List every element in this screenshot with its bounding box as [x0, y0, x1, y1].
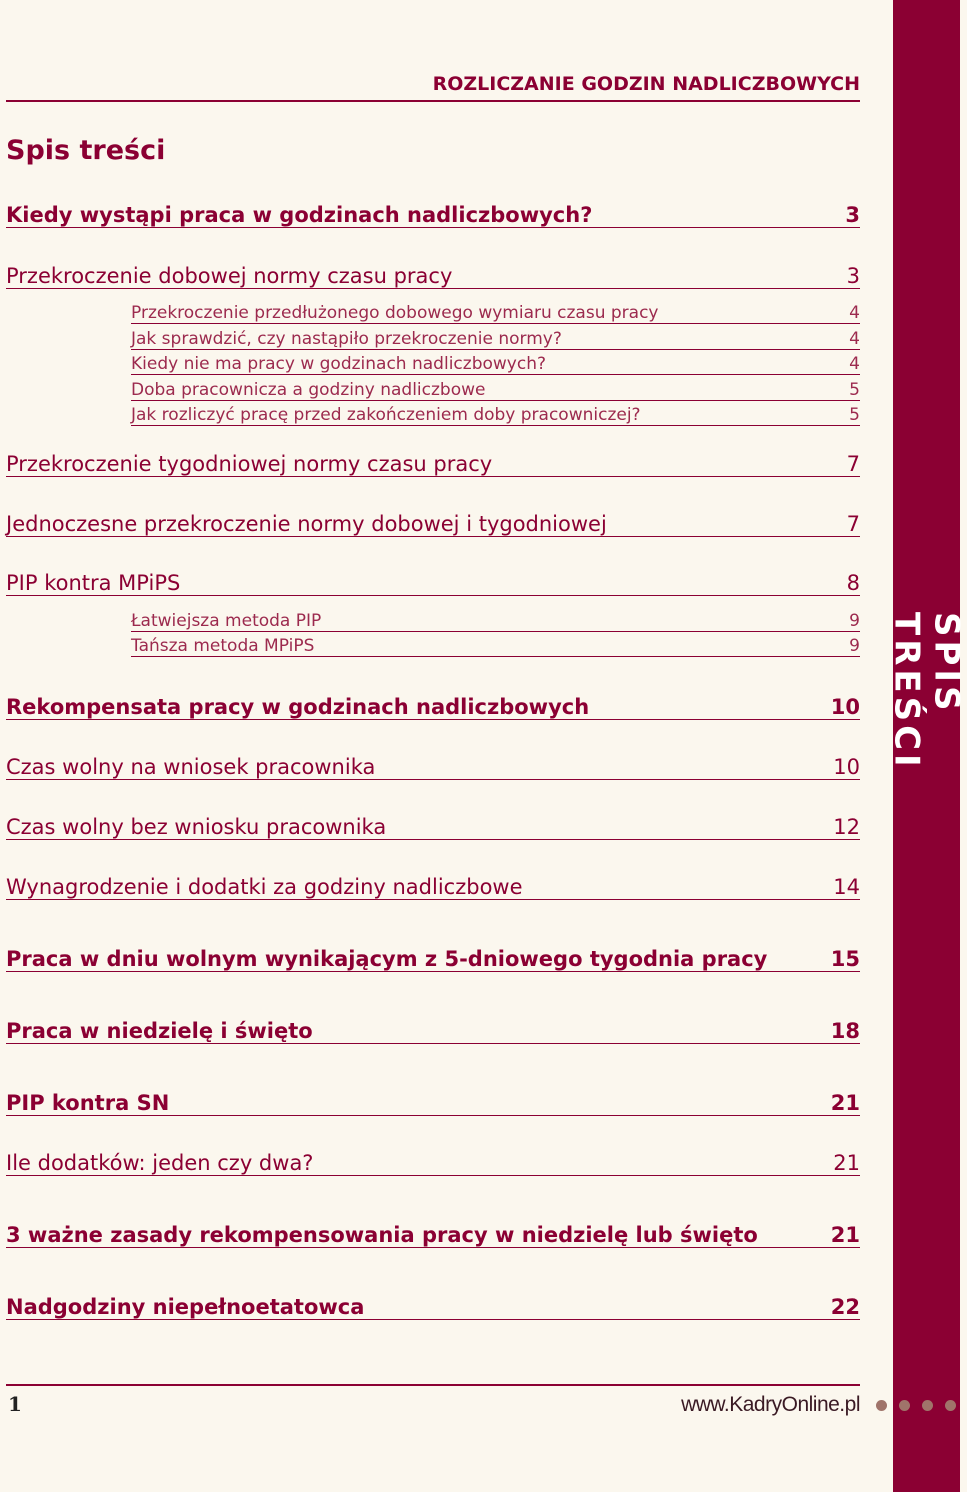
toc-entry[interactable] [6, 1152, 860, 1176]
toc-entry-page: 10 [833, 755, 860, 779]
toc-entry-title: Czas wolny na wniosek pracownika [6, 755, 376, 779]
toc-subentry[interactable] [131, 330, 860, 350]
toc-entry-title: Tańsza metoda MPiPS [131, 636, 315, 656]
toc-entry-title: Przekroczenie dobowej normy czasu pracy [6, 264, 453, 288]
toc-entry-page: 3 [846, 264, 860, 288]
page-number: 1 [8, 1392, 22, 1416]
toc-entry[interactable] [6, 453, 860, 477]
toc-entry[interactable] [6, 265, 860, 289]
toc-entry[interactable] [6, 204, 860, 228]
toc-entry-title: Kiedy nie ma pracy w godzinach nadliczbowych? [131, 354, 546, 374]
toc-entry-page: 18 [830, 1019, 860, 1043]
toc-entry-page: 7 [846, 452, 860, 476]
sidebar-title: SPIS TREŚCI [886, 612, 967, 771]
toc-entry-page: 12 [833, 815, 860, 839]
footer-divider [6, 1384, 860, 1386]
toc-subentry[interactable] [131, 406, 860, 426]
toc-entry-title: Jak rozliczyć pracę przed zakończeniem doby pracowniczej? [131, 405, 641, 425]
toc-entry-page: 7 [846, 512, 860, 536]
toc-entry[interactable] [6, 1092, 860, 1116]
website-link[interactable]: www.KadryOnline.pl [681, 1393, 860, 1416]
toc-entry[interactable] [6, 816, 860, 840]
toc-title: Spis treści [6, 135, 166, 166]
toc-entry[interactable] [6, 696, 860, 720]
toc-entry[interactable] [6, 572, 860, 596]
toc-entry-page: 8 [846, 571, 860, 595]
toc-entry[interactable] [6, 1020, 860, 1044]
toc-entry-title: Przekroczenie tygodniowej normy czasu pracy [6, 452, 493, 476]
toc-entry[interactable] [6, 756, 860, 780]
toc-subentry[interactable] [131, 381, 860, 401]
toc-entry-title: PIP kontra MPiPS [6, 571, 181, 595]
toc-entry-title: Praca w niedzielę i święto [6, 1019, 313, 1043]
toc-entry-title: Czas wolny bez wniosku pracownika [6, 815, 387, 839]
document-header: ROZLICZANIE GODZIN NADLICZBOWYCH [6, 73, 860, 102]
toc-subentry[interactable] [131, 637, 860, 657]
toc-entry[interactable] [6, 1296, 860, 1320]
toc-entry-title: PIP kontra SN [6, 1091, 170, 1115]
toc-entry-page: 15 [830, 947, 860, 971]
toc-entry-title: Nadgodziny niepełnoetatowca [6, 1295, 365, 1319]
toc-entry-page: 4 [849, 329, 860, 349]
toc-entry-title: Rekompensata pracy w godzinach nadliczbowych [6, 695, 590, 719]
toc-entry-page: 10 [830, 695, 860, 719]
decorative-dot-icon [945, 1400, 956, 1411]
toc-entry-title: Praca w dniu wolnym wynikającym z 5-dniowego tygodnia pracy [6, 947, 768, 971]
toc-subentry[interactable] [131, 612, 860, 632]
toc-entry-page: 21 [833, 1151, 860, 1175]
toc-entry[interactable] [6, 1224, 860, 1248]
toc-entry-page: 5 [849, 405, 860, 425]
toc-entry-page: 4 [849, 354, 860, 374]
toc-entry-title: 3 ważne zasady rekompensowania pracy w niedzielę lub święto [6, 1223, 758, 1247]
decorative-dot-icon [876, 1400, 887, 1411]
toc-entry-page: 14 [833, 875, 860, 899]
toc-entry-title: Jak sprawdzić, czy nastąpiło przekroczenie normy? [131, 329, 562, 349]
toc-subentry[interactable] [131, 355, 860, 375]
toc-entry[interactable] [6, 876, 860, 900]
toc-entry-title: Doba pracownicza a godziny nadliczbowe [131, 380, 486, 400]
toc-entry-page: 21 [830, 1223, 860, 1247]
toc-entry-title: Wynagrodzenie i dodatki za godziny nadliczbowe [6, 875, 523, 899]
toc-entry-title: Łatwiejsza metoda PIP [131, 611, 322, 631]
toc-entry-page: 9 [849, 636, 860, 656]
toc-entry-title: Ile dodatków: jeden czy dwa? [6, 1151, 314, 1175]
toc-entry-page: 9 [849, 611, 860, 631]
toc-entry-page: 3 [845, 203, 860, 227]
toc-entry-title: Przekroczenie przedłużonego dobowego wymiaru czasu pracy [131, 303, 659, 323]
toc-entry-page: 22 [830, 1295, 860, 1319]
toc-entry[interactable] [6, 513, 860, 537]
toc-entry-page: 21 [830, 1091, 860, 1115]
toc-subentry[interactable] [131, 304, 860, 324]
decorative-dot-icon [899, 1400, 910, 1411]
toc-entry[interactable] [6, 948, 860, 972]
toc-entry-title: Jednoczesne przekroczenie normy dobowej i tygodniowej [6, 512, 607, 536]
decorative-dot-icon [922, 1400, 933, 1411]
toc-entry-page: 5 [849, 380, 860, 400]
toc-entry-title: Kiedy wystąpi praca w godzinach nadliczbowych? [6, 203, 593, 227]
toc-entry-page: 4 [849, 303, 860, 323]
